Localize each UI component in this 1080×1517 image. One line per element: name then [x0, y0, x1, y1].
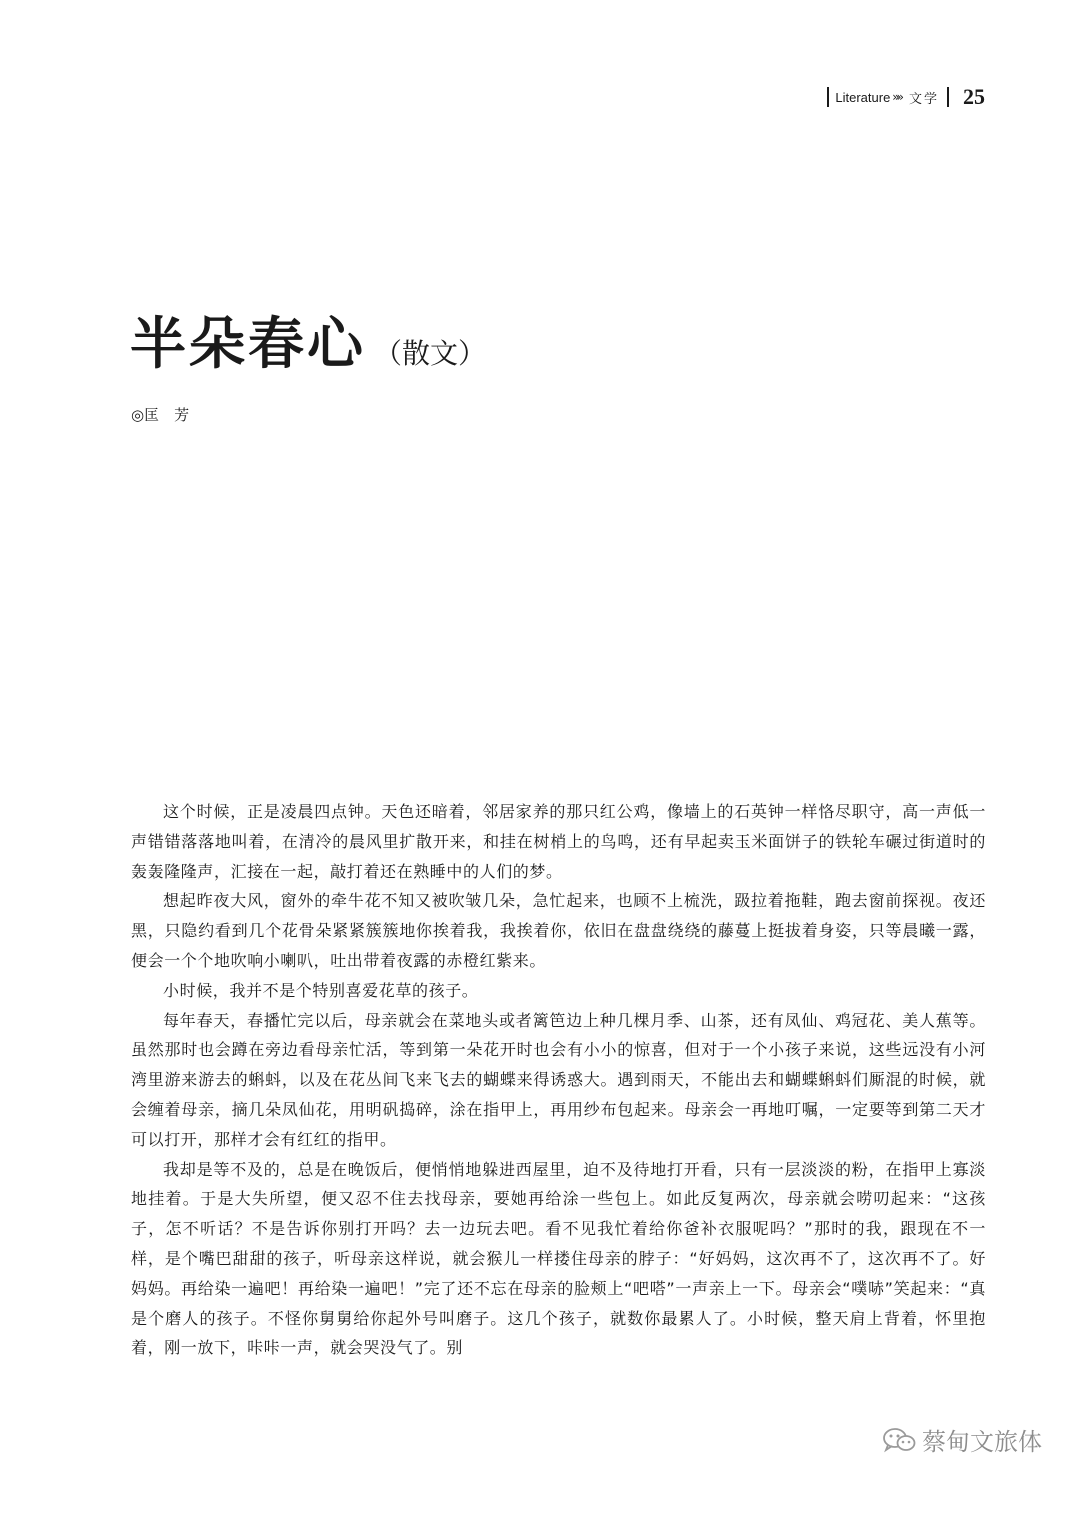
body-paragraph: 每年春天，春播忙完以后，母亲就会在菜地头或者篱笆边上种几棵月季、山茶，还有凤仙、鸡冠花、美人蕉等。虽然那时也会蹲在旁边看母亲忙活，等到第一朵花开时也会有小小的惊喜，但对于一个小孩子来说，这些远没有小河湾里游来游去的蝌蚪，以及在花丛间飞来飞去的蝴蝶来得诱惑大。遇到雨天，不能出去和蝴蝶蝌蚪们厮混的时候，就会缠着母亲，摘几朵凤仙花，用明矾捣碎，涂在指甲上，再用纱布包起来。母亲会一再地叮嘱，一定要等到第二天才可以打开，那样才会有红红的指甲。 [131, 1010, 986, 1149]
section-name-chinese: 文学 [908, 91, 939, 107]
section-name-english: Literature [835, 89, 891, 105]
article-author: ◎匡 芳 [131, 406, 190, 424]
watermark [882, 1422, 1042, 1457]
header-divider [827, 87, 829, 107]
article-heading [130, 300, 486, 380]
wechat-icon [882, 1427, 916, 1453]
header-divider [947, 87, 949, 107]
article-title: 半朵春心 [130, 311, 366, 377]
body-paragraph: 这个时候，正是凌晨四点钟。天色还暗着，邻居家养的那只红公鸡，像墙上的石英钟一样恪尽职守，高一声低一声错错落落地叫着，在清冷的晨风里扩散开来，和挂在树梢上的鸟鸣，还有早起卖玉米面饼子的铁轮车碾过街道时的轰轰隆隆声，汇接在一起，敲打着还在熟睡中的人们的梦。 [131, 802, 986, 881]
running-header [827, 84, 985, 110]
article-body [131, 797, 986, 1363]
watermark-text: 蔡甸文旅体 [922, 1428, 1042, 1456]
article-genre: （散文） [374, 337, 487, 370]
body-paragraph: 想起昨夜大风，窗外的牵牛花不知又被吹皱几朵，急忙起来，也顾不上梳洗，趿拉着拖鞋，跑去窗前探视。夜还黑，只隐约看到几个花骨朵紧紧簇簇地你挨着我，我挨着你，依旧在盘盘绕绕的藤蔓上挺拔着身姿，只等晨曦一露，便会一个个地吹响小喇叭，吐出带着夜露的赤橙红紫来。 [131, 891, 986, 970]
body-paragraph: 小时候，我并不是个特别喜爱花草的孩子。 [163, 980, 479, 1000]
body-paragraph: 我却是等不及的，总是在晚饭后，便悄悄地躲进西屋里，迫不及待地打开看，只有一层淡淡的粉，在指甲上寡淡地挂着。于是大失所望，便又忍不住去找母亲，要她再给涂一些包上。如此反复两次，母亲就会唠叨起来：“这孩子，怎不听话？不是告诉你别打开吗？去一边玩去吧。看不见我忙着给你爸补衣服呢吗？”那时的我，跟现在不一样，是个嘴巴甜甜的孩子，听母亲这样说，就会猴儿一样搂住母亲的脖子：“好妈妈，这次再不了，这次再不了。好妈妈。再给染一遍吧！再给染一遍吧！”完了还不忘在母亲的脸颊上“吧嗒”一声亲上一下。母亲会“噗哧”笑起来：“真是个磨人的孩子。不怪你舅舅给你起外号叫磨子。这几个孩子，就数你最累人了。小时候，整天肩上背着，怀里抱着，刚一放下，咔咔一声，就会哭没气了。别 [131, 1159, 986, 1358]
page-number: 25 [963, 84, 985, 109]
chevrons-icon: »» [892, 90, 901, 104]
